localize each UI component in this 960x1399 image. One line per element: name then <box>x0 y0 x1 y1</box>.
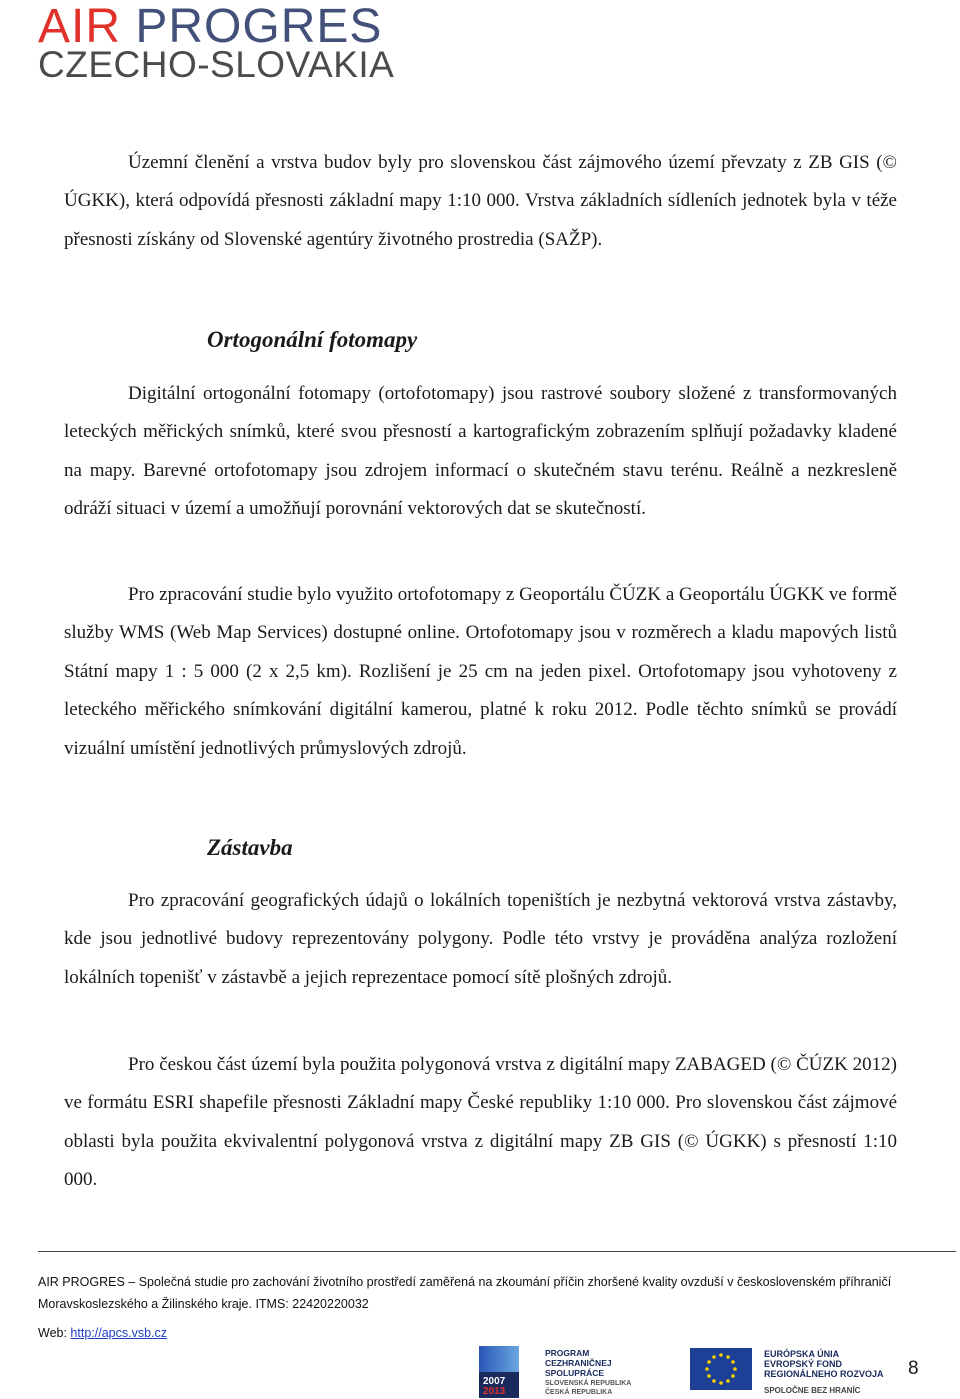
programme-line-4: SLOVENSKÁ REPUBLIKA <box>545 1380 632 1387</box>
eu-line-3: REGIONÁLNEHO ROZVOJA <box>764 1369 884 1379</box>
paragraph-text: Digitální ortogonální fotomapy (ortofotomapy) jsou rastrové soubory složené z transformovaných leteckých měřických snímků, které svou přesností a kartografickým zobrazením splňují požadavky kladené na mapy. Barevné ortofotomapy jsou zdrojem informací o skutečném stavu terénu. Reálně a nezkresleně odráží situaci v území a umožňují porovnání vektorových dat se skutečností. <box>64 383 897 520</box>
programme-year-end: 2013 <box>483 1386 506 1397</box>
eu-line-1: EURÓPSKA ÚNIA <box>764 1349 840 1359</box>
eu-line-2: EVROPSKÝ FOND <box>764 1359 843 1369</box>
footer-web-link[interactable]: http://apcs.vsb.cz <box>70 1326 167 1340</box>
paragraph-text: Územní členění a vrstva budov byly pro slovenskou část zájmového území převzaty z ZB GIS (© ÚGKK), která odpovídá přesnosti základní mapy 1:10 000. Vrstva základních sídleních jednotek byla v téže přesnosti získány od Slovenské agentúry životného prostredia (SAŽP). <box>64 152 897 250</box>
eu-erdf-logo <box>690 1346 900 1398</box>
page-number: 8 <box>908 1358 919 1379</box>
logo-subtitle: CZECHO-SLOVAKIA <box>38 44 395 85</box>
footer-divider <box>38 1251 956 1252</box>
logo-word-air: AIR <box>38 0 122 53</box>
programme-years-block <box>479 1346 519 1398</box>
programme-line-2: CEZHRANIČNEJ <box>545 1358 612 1368</box>
footer-web <box>38 1322 918 1344</box>
air-progres-logo <box>38 2 418 84</box>
paragraph-zabaged <box>64 1046 897 1200</box>
programme-line-3: SPOLUPRÁCE <box>545 1368 605 1378</box>
footer-web-label: Web: <box>38 1326 71 1340</box>
eu-flag-icon <box>690 1348 752 1390</box>
heading-buildings: Zástavba <box>207 835 293 860</box>
footer-project-line: AIR PROGRES – Společná studie pro zachování životního prostředí zaměřená na zkoumání příčin zhoršené kvality ovzduší v československém příhraničí Moravskoslezského a Žilinského kraje. ITMS: 22420220032 <box>38 1275 892 1311</box>
paragraph-text: Pro zpracování studie bylo využito ortofotomapy z Geoportálu ČÚZK a Geoportálu ÚGKK ve formě služby WMS (Web Map Services) dostupné online. Ortofotomapy jsou v rozměrech a kladu mapových listů Státní mapy 1 : 5 000 (2 x 2,5 km). Rozlišení je 25 cm na jeden pixel. Ortofotomapy jsou vyhotoveny z leteckého měřického snímkování digitální kamerou, platné k roku 2012. Podle těchto snímků se provádí vizuální umístění jednotlivých průmyslových zdrojů. <box>64 584 897 759</box>
cross-border-programme-logo <box>479 1346 649 1398</box>
paragraph-text: Pro zpracování geografických údajů o lokálních topeništích je nezbytná vektorová vrstva zástavby, kde jsou jednotlivé budovy reprezentovány polygony. Podle této vrstvy je prováděna analýza rozložení lokálních topenišť v zástavbě a jejich reprezentace pomocí sítě plošných zdrojů. <box>64 890 897 988</box>
paragraph-sk-buildings <box>64 144 897 259</box>
programme-year-start: 2007 <box>483 1376 506 1387</box>
eu-slogan: SPOLOČNE BEZ HRANÍC <box>764 1386 861 1395</box>
heading-orthophoto: Ortogonální fotomapy <box>207 327 418 352</box>
paragraph-orthophoto-definition <box>64 375 897 529</box>
paragraph-buildings-layer <box>64 882 897 997</box>
programme-line-1: PROGRAM <box>545 1348 590 1358</box>
logo-word-progres: PROGRES <box>135 0 383 53</box>
paragraph-text: Pro českou část území byla použita polygonová vrstva z digitální mapy ZABAGED (© ČÚZK 2012) ve formátu ESRI shapefile přesnosti Základní mapy České republiky 1:10 000. Pro slovenskou část zájmové oblasti byla použita ekvivalentní polygonová vrstva z digitální mapy ZB GIS (© ÚGKK) s přesností 1:10 000. <box>64 1054 897 1191</box>
paragraph-orthophoto-sources <box>64 576 897 768</box>
programme-line-5: ČESKÁ REPUBLIKA <box>545 1389 613 1396</box>
